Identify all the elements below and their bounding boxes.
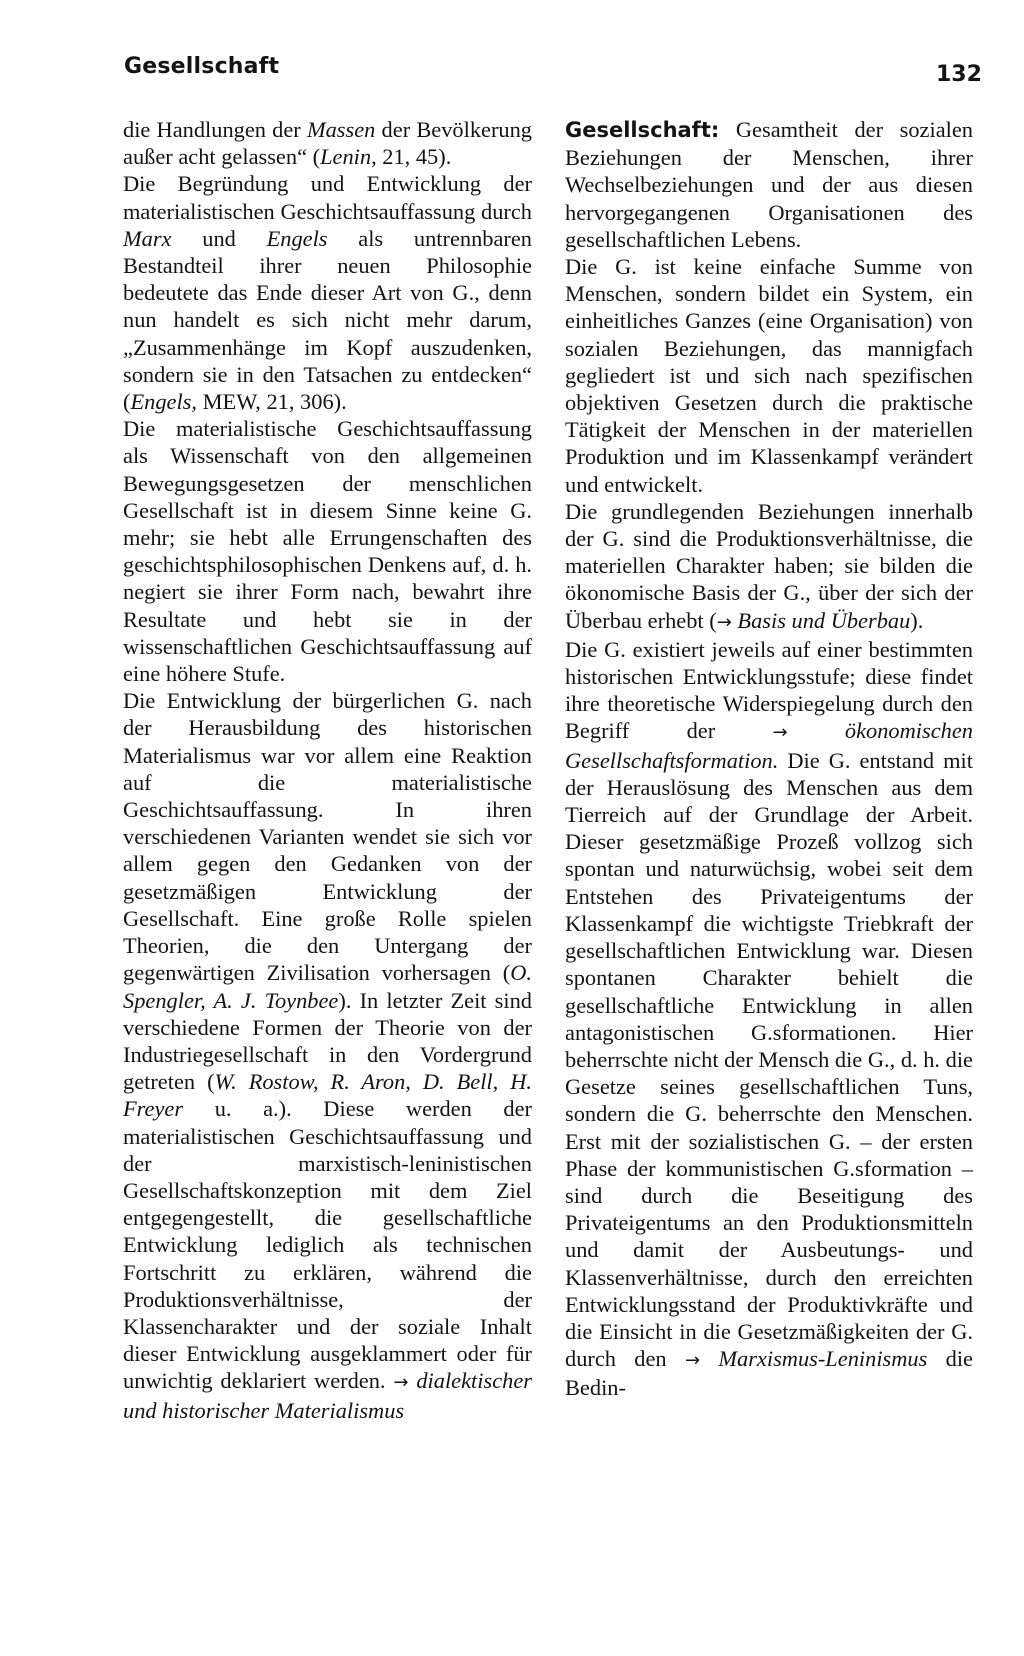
author-name: Marx <box>123 225 172 251</box>
author-citation: Lenin, <box>320 144 377 170</box>
author-names: W. Rostow, R. Aron, D. Bell, H. Freyer <box>123 1069 532 1122</box>
left-paragraph-1: die Handlungen der Massen der Bevölkerung außer acht gelassen“ (Lenin, 21, 45). <box>123 117 532 170</box>
left-paragraph-3: Die materialistische Geschichtsauffassung als Wissenschaft von den allgemeinen Bewegungsgesetzen der menschlichen Gesellschaft ist in diesem Sinne keine G. mehr; sie hebt alle Errungenschaften des geschichtsphilosophischen Denkens auf, d. h. negiert sie ihrer Form nach, bewahrt ihre Resultate und hebt sie in der wissenschaftlichen Geschichtsauffassung auf eine höhere Stufe. <box>123 416 532 687</box>
right-paragraph-2: Die G. ist keine einfache Summe von Menschen, sondern bildet ein System, ein einheitliches Ganzes (eine Organisation) von sozialen Beziehungen, das mannigfach gegliedert ist und sich nach spezifischen objektiven Gesetzen durch die praktische Tätigkeit der Menschen in der materiellen Produktion und im Klassenkampf verändert und entwickelt. <box>565 254 973 497</box>
cross-reference-link[interactable]: Marxismus-Leninismus <box>718 1346 928 1372</box>
right-paragraph-4: Die G. existiert jeweils auf einer bestimmten historischen Entwicklungsstufe; diese findet ihre theoretische Widerspiegelung durch den Begriff der → ökonomischen Gesellschaftsformation. Die G. entstand mit der Herauslösung des Menschen aus dem Tierreich auf der Grundlage der Arbeit. Dieser gesetzmäßige Prozeß vollzog sich spontan und naturwüchsig, wobei seit dem Entstehen des Privateigentums der Klassenkampf die wichtigste Triebkraft der gesellschaftlichen Entwicklung war. Diesen spontanen Charakter behielt die gesellschaftliche Entwicklung in allen antagonistischen G.sformationen. Hier beherrschte nicht der Mensch die G., d. h. die Gesetze seines gesellschaftlichen Tuns, sondern die G. beherrschte den Menschen. Erst mit der sozialistischen G. – der ersten Phase der kommunistischen G.sformation – sind durch die Beseitigung des Privateigentums an den Produktionsmitteln und damit der Ausbeutungs- und Klassenverhältnisse, durch den erreichten Entwicklungsstand der Produktivkräfte und die Einsicht in die Gesetzmäßigkeiten der G. durch den → Marxismus-Leninismus die Bedin- <box>565 636 973 1401</box>
right-paragraph-3: Die grundlegenden Beziehungen innerhalb der G. sind die Produktionsverhältnisse, die materiellen Charakter haben; sie bilden die ökonomische Basis der G., über der sich der Überbau erhebt (→ Basis und Überbau). <box>565 498 973 633</box>
cross-reference-arrow-icon: → <box>772 722 788 744</box>
left-column <box>123 116 532 1424</box>
running-head: Gesellschaft <box>124 54 280 79</box>
cross-reference-arrow-icon: → <box>393 1372 409 1394</box>
cross-reference-link[interactable]: Basis und Überbau <box>737 607 911 633</box>
cross-reference-link[interactable]: dialektischer und historischer Materialismus <box>123 1368 532 1423</box>
right-paragraph-1: Gesellschaft: Gesamtheit der sozialen Beziehungen der Menschen, ihrer Wechselbeziehungen und der aus diesen hervorgegangenen Organisationen des gesellschaftlichen Lebens. <box>565 117 973 252</box>
page-number: 132 <box>936 62 982 87</box>
author-name: Engels <box>266 225 328 251</box>
right-column <box>565 116 973 1402</box>
author-names: O. Spengler, A. J. Toynbee <box>123 960 532 1013</box>
author-citation: Engels, <box>130 389 198 415</box>
left-paragraph-4: Die Entwicklung der bürgerlichen G. nach der Herausbildung des historischen Materialismus war vor allem eine Reaktion auf die materialistische Geschichtsauffassung. In ihren verschiedenen Varianten wendet sie sich vor allem gegen den Gedanken von der gesetzmäßigen Entwicklung der Gesellschaft. Eine große Rolle spielen Theorien, die den Untergang der gegenwärtigen Zivilisation vorhersagen (O. Spengler, A. J. Toynbee). In letzter Zeit sind verschiedene Formen der Theorie von der Industriegesellschaft in den Vordergrund getreten (W. Rostow, R. Aron, D. Bell, H. Freyer u. a.). Diese werden der materialistischen Geschichtsauffassung und der marxistisch-leninistischen Gesellschaftskonzeption mit dem Ziel entgegengestellt, die gesellschaftliche Entwicklung lediglich als technischen Fortschritt zu erklären, während die Produktionsverhältnisse, der Klassencharakter und der soziale Inhalt dieser Entwicklung ausgeklammert oder für unwichtig deklariert werden. → dialektischer und historischer Materialismus <box>123 688 533 1423</box>
cross-reference-arrow-icon: → <box>716 611 732 633</box>
entry-headword: Gesellschaft: <box>565 118 720 142</box>
emphasis-term: Massen <box>306 117 376 142</box>
left-paragraph-2: Die Begründung und Entwicklung der materialistischen Geschichtsauffassung durch Marx und Engels als untrennbaren Bestandteil ihrer neuen Philosophie bedeutete das Ende dieser Art von G., denn nun handelt es sich nicht mehr darum, „Zusammenhänge im Kopf auszudenken, sondern sie in den Tatsachen zu entdecken“ (Engels, MEW, 21, 306). <box>123 171 533 415</box>
cross-reference-link[interactable]: ökonomischen Gesellschaftsformation. <box>565 718 973 773</box>
cross-reference-arrow-icon: → <box>684 1350 701 1372</box>
